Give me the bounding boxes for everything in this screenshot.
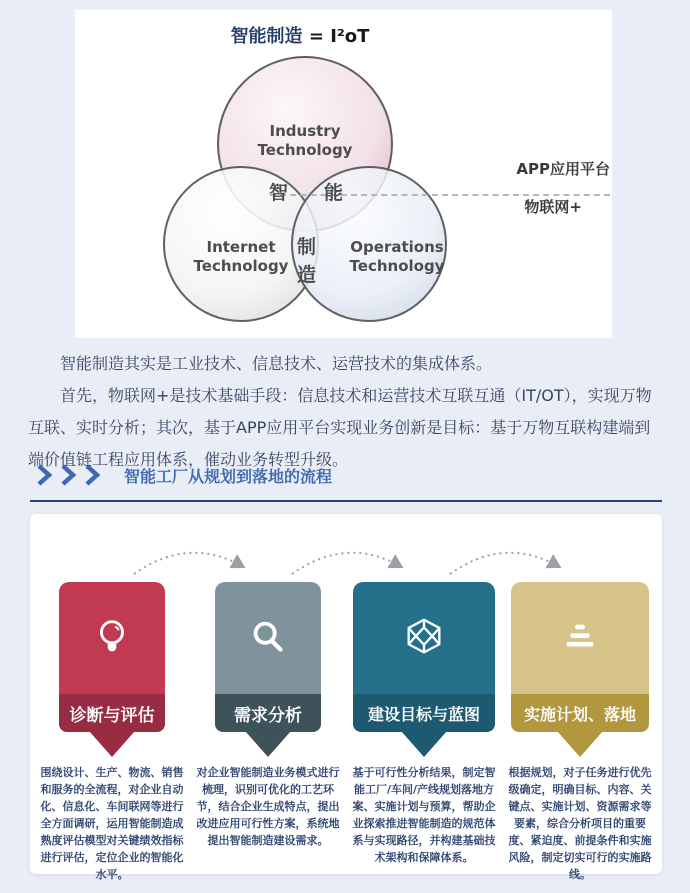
intro-text-block: [28, 348, 662, 476]
app-platform-label: APP应用平台: [516, 160, 610, 178]
overlap-char-neng: 能: [324, 182, 344, 204]
venn-title-cn: 智能制造: [230, 26, 303, 47]
venn-title-formula: = I²oT: [308, 26, 370, 47]
section-title: 智能工厂从规划到落地的流程: [124, 466, 333, 486]
step-description: 对企业智能制造业务模式进行梳理，识别可优化的工艺环节，结合企业生成特点，提出改进应用可行性方案，系统地提出智能制造建设需求。: [196, 766, 340, 848]
step-icon-block: [511, 582, 649, 694]
magnifier-icon: [245, 615, 291, 661]
step-pointer: [401, 731, 447, 757]
step-banner: [215, 582, 321, 757]
overlap-char-zao: 造: [297, 264, 317, 286]
flow-card: [30, 514, 662, 882]
step-banner: [353, 582, 495, 757]
flow-arrow-arcs: [30, 528, 662, 584]
flow-step-implementation: [504, 582, 656, 883]
venn-diagram-card: [75, 10, 612, 338]
flow-steps-row: [30, 582, 662, 883]
industry-technology-label: Industry Technology: [257, 122, 353, 159]
section-header: [30, 463, 662, 502]
step-label: 诊断与评估: [59, 694, 165, 732]
step-pointer: [245, 731, 291, 757]
step-icon-block: [59, 582, 165, 694]
step-icon-block: [353, 582, 495, 694]
flow-step-diagnosis: [36, 582, 188, 883]
overlap-char-zhi: 智: [269, 182, 289, 204]
cube-icon: [401, 615, 447, 661]
step-description: 基于可行性分析结果，制定智能工厂/车间/产线规划落地方案、实施计划与预算，帮助企业探索推进智能制造的规范体系与实现路径，并构建基础技术架构和保障体系。: [352, 766, 496, 865]
step-banner: [59, 582, 165, 757]
operations-technology-label: Operations Technology: [349, 238, 445, 275]
step-label: 实施计划、落地: [511, 694, 649, 732]
step-description: 围绕设计、生产、物流、销售和服务的全流程，对企业自动化、信息化、车间联网等进行全方面调研，运用智能制造成熟度评估模型对关键绩效指标进行评估，定位企业的智能化水平。: [40, 766, 184, 882]
overlap-char-zhi2: 制: [297, 236, 317, 258]
flow-step-blueprint: [348, 582, 500, 883]
step-label: 建设目标与蓝图: [353, 694, 495, 732]
step-banner: [511, 582, 649, 757]
step-pointer: [89, 731, 135, 757]
step-pointer: [557, 731, 603, 757]
intro-paragraph-1: 智能制造其实是工业技术、信息技术、运营技术的集成体系。: [60, 354, 493, 373]
step-icon-block: [215, 582, 321, 694]
venn-title: [75, 22, 525, 48]
bars-icon: [557, 615, 603, 661]
flow-step-requirements: [192, 582, 344, 883]
intro-paragraph-2: 首先，物联网+是技术基础手段：信息技术和运营技术互联互通（IT/OT），实现万物互联、实时分析；其次，基于APP应用平台实现业务创新是目标：基于万物互联构建端到端价值链工程应用体系，催动业务转型升级。: [28, 386, 652, 469]
step-label: 需求分析: [215, 694, 321, 732]
iot-plus-label: 物联网+: [524, 198, 582, 216]
internet-technology-label: Internet Technology: [193, 238, 289, 275]
lightbulb-icon: [89, 615, 135, 661]
step-description: 根据规划，对子任务进行优先级确定，明确目标、内容、关键点、实施计划、资源需求等要素，综合分析项目的重要度、紧迫度、前提条件和实施风险，制定切实可行的实施路线。: [508, 766, 652, 882]
triple-chevron-icon: [36, 463, 110, 487]
